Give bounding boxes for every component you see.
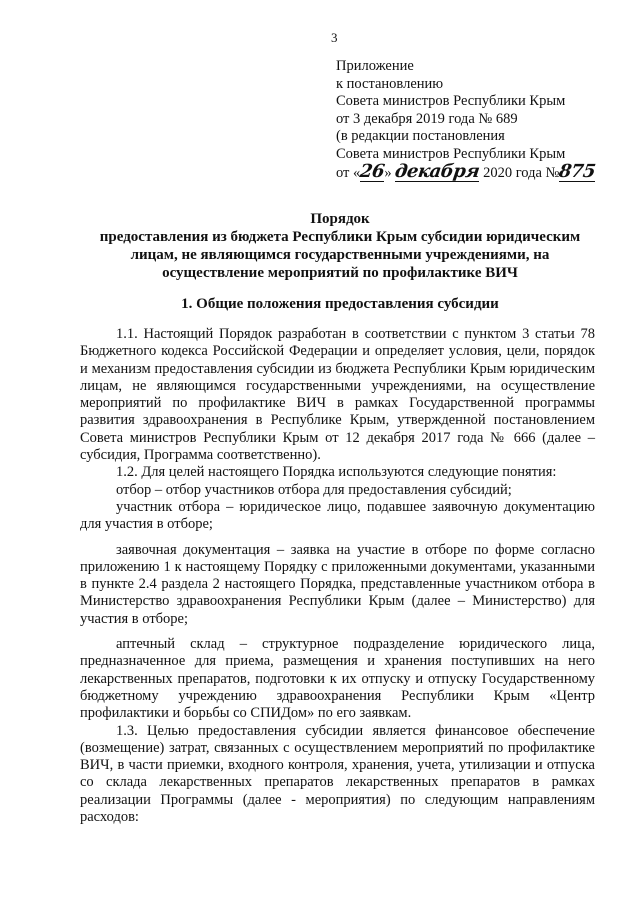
title-line: предоставления из бюджета Республики Крым субсидии юридическим [99, 229, 581, 245]
title-line: лицам, не являющимся государственными учреждениями, на [130, 247, 550, 263]
handwritten-month-field [393, 160, 481, 182]
appendix-line: Приложение [336, 58, 414, 74]
page-number: 3 [331, 30, 338, 45]
paragraph-1-1: 1.1. Настоящий Порядок разработан в соответствии с пунктом 3 статьи 78 Бюджетного кодекса Российской Федерации и определяет условия, цели, порядок и механизм предоставления субсидии из бюджета Республики Крым юридическим лицам, не являющимся государственными учреждениями, на осуществление мероприятий по профилактике ВИЧ в рамках Государственной программы развития здравоохранения в Республике Крым, утвержденной постановлением Совета министров Республики Крым от 12 декабря 2017 года № 666 (далее – субсидия, Программа соответственно). [80, 326, 595, 464]
appendix-line: к постановлению [336, 75, 444, 92]
appendix-date-line [336, 160, 626, 183]
title-line: осуществление мероприятий по профилактике ВИЧ [162, 265, 518, 281]
definition-application-docs: заявочная документация – заявка на участие в отборе по форме согласно приложению 1 к настоящему Порядку с приложенными документами, указанными в пункте 2.4 раздела 2 настоящего Порядка, представленные участником отбора в Министерство здравоохранения Республики Крым (далее – Министерство) для участия в отборе; [80, 541, 595, 627]
handwritten-day-field [358, 160, 386, 182]
date-mid: » [384, 164, 392, 181]
handwritten-number: 875 [557, 160, 597, 182]
handwritten-month: декабря [393, 160, 481, 182]
document-title [70, 210, 610, 282]
date-year: 2020 года № [479, 164, 560, 181]
appendix-line: Совета министров Республики Крым [336, 145, 566, 162]
handwritten-day: 26 [358, 160, 386, 182]
title-line: Порядок [310, 211, 370, 227]
section-heading: 1. Общие положения предоставления субсидии [181, 296, 499, 312]
appendix-line: от 3 декабря 2019 года № 689 [336, 110, 518, 127]
definition-participant: участник отбора – юридическое лицо, подавшее заявочную документацию для участия в отборе; [80, 498, 595, 533]
paragraph-1-2: 1.2. Для целей настоящего Порядка используются следующие понятия: [116, 464, 557, 481]
paragraph-1-3: 1.3. Целью предоставления субсидии является финансовое обеспечение (возмещение) затрат, связанных с осуществлением мероприятий по профилактике ВИЧ, в части приемки, входного контроля, хранения, учета, утилизации и отпуска со склада лекарственных препаратов лекарственных препаратов в рамках реализации Программы (далее - мероприятия) по следующим направлениям расходов: [80, 722, 595, 826]
appendix-block [336, 58, 626, 182]
document-body [80, 326, 595, 826]
date-prefix: от « [336, 164, 361, 181]
appendix-line: (в редакции постановления [336, 128, 505, 145]
appendix-line: Совета министров Республики Крым [336, 93, 566, 110]
definition-selection: отбор – отбор участников отбора для предоставления субсидий; [116, 481, 512, 498]
handwritten-number-field [557, 160, 597, 182]
definition-pharmacy-warehouse: аптечный склад – структурное подразделение юридического лица, предназначенное для приема, размещения и хранения поступивших на него лекарственных препаратов, подготовки к их отпуску и отпуску Государственному бюджетному учреждению здравоохранения Республики Крым «Центр профилактики и борьбы со СПИДом» по его заявкам. [80, 636, 595, 722]
